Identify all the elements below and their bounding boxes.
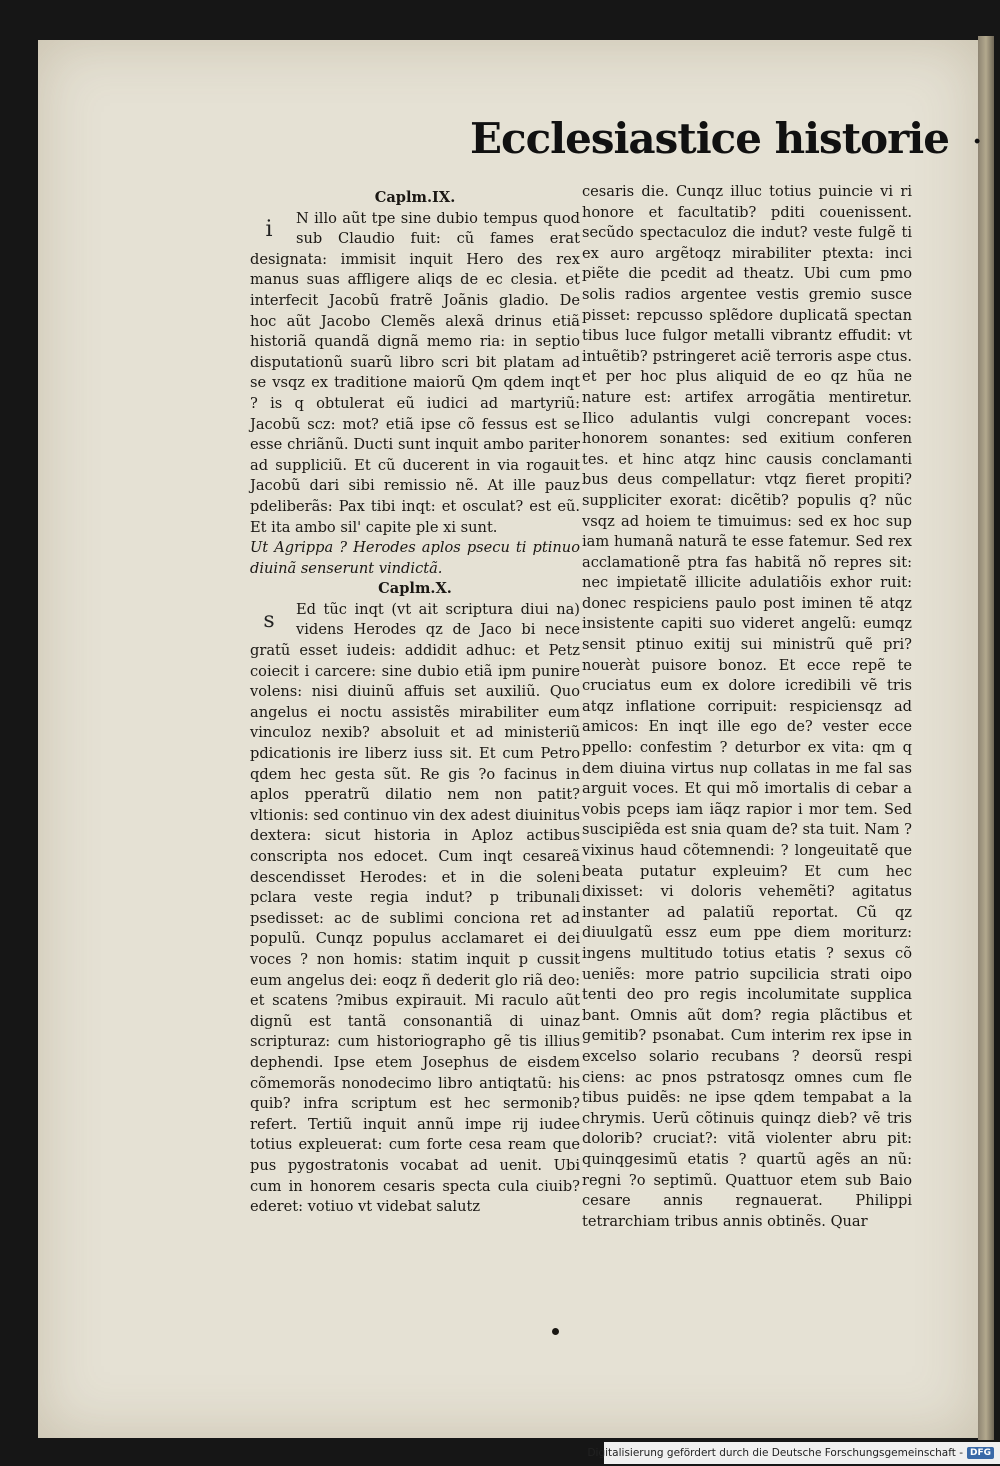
footer-bar [587, 1442, 1000, 1464]
dfg-logo-icon: DFG [967, 1447, 994, 1459]
right-text-column [582, 182, 912, 1232]
running-head-dot: · [972, 127, 981, 157]
dropcap-i: i [265, 216, 273, 242]
footer-funding-text: Digitalisierung gefördert durch die Deutsche Forschungsgemeinschaft - [587, 1447, 963, 1459]
ink-dot-mark [552, 1328, 559, 1335]
running-head-text: Ecclesiastice historie [470, 114, 949, 163]
running-head [470, 114, 981, 168]
left-text-column [250, 188, 580, 1218]
page-edge [978, 36, 994, 1440]
chapter-heading-x: Caplm.X. [378, 580, 452, 598]
paragraph-continued: cesaris die. Cunqz illuc totius puincie vi ri honore et facultatib? pditi couenissent. secũdo spectaculoz die indut? veste fulgẽ ti ex auro argẽtoqz mirabiliter ptexta: inci piẽte die pcedit ad theatz. Ubi cum pmo solis radios argentee vestis gremio susce pisset: repcusso splẽdore duplicatã spectan tibus luce fulgor metalli vibrantz effudit: vt intuẽtib? pstringeret aciẽ terroris aspe ctus. et per hoc plus aliquid de eo qz hũa ne nature est: artifex arrogãtia mentiretur. Ilico adulantis vulgi concrepant voces: honorem sonantes: sed exitium conferen tes. et hinc atqz hinc causis conclamanti bus deus compellatur: vtqz fieret propiti? suppliciter exorat: dicẽtib? populis q? nũc vsqz ad hoiem te timuimus: sed ex hoc sup iam humanã naturã te esse fatemur. Sed rex acclamationẽ ptra fas habitã nõ repres sit: nec impietatẽ illicite adulatiõis exhor ruit: donec respiciens paulo post iminen tẽ atqz insistente capiti suo videret angelũ: eumqz sensit ptinuo exitij sui ministrũ quẽ pri? noueràt puisore bonoz. Et ecce repẽ te cruciatus eum ex dolore icredibili vẽ tris atqz inflatione corripuit: respiciensqz ad amicos: En inqt ille ego de? vester ecce ppello: confestim ? deturbor ex vita: qm q dem diuina virtus nup collatas in me fal sas arguit voces. Et qui mõ imortalis di cebar a vobis pceps iam iãqz rapior i mor tem. Sed suscipiẽda est snia quam de? sta tuit. Nam ? vixinus haud cõtemnendi: ? longeuitatẽ que beata putatur expleuim? Et cum hec dixisset: vi doloris vehemẽti? agitatus instanter ad palatiũ reportat. Cũ qz diuulgatũ essz eum ppe diem moriturz: ingens multitudo totius etatis ? sexus cõ ueniẽs: more patrio supcilicia strati oipo tenti deo pro regis incolumitate supplica bant. Omnis aũt dom? regia plãctibus et gemitib? psonabat. Cum interim rex ipse in excelso solario recubans ? deorsũ respi ciens: ac pnos pstratosqz omnes cum fle tibus puidẽs: ne ipse qdem tempabat a la chrymis. Uerũ cõtinuis quinqz dieb? vẽ tris dolorib? cruciat?: vitã violenter abru pit: quinqgesimũ etatis ? quartũ agẽs an nũ: regni ?o septimũ. Quattuor etem sub Baio cesare annis regnauerat. Philippi tetrarchiam tribus annis obtinẽs. Quar [582, 183, 912, 1230]
paragraph-text-1: N illo aũt tpe sine dubio tempus quod sub Claudio fuit: cũ fames erat designata: immisit inquit Hero des rex manus suas affligere aliqs de ec clesia. et interfecit Jacobũ fratrẽ Joãnis gladio. De hoc aũt Jacobo Clemẽs alexã drinus etiã historiã quandã dignã memo ria: in septio disputationũ suarũ libro scri bit platam ad se vsqz ex traditione maiorũ Qm qdem inqt ? is q obtulerat eũ iudici ad martyriũ: Jacobũ scz: mot? etiã ipse cõ fessus est se esse chriãnũ. Ducti sunt inquit ambo pariter ad suppliciũ. Et cũ ducerent in via rogauit Jacobũ dari sibi remissio nẽ. At ille pauz pdeliberãs: Pax tibi inqt: et osculat? est eũ. Et ita ambo sil' capite ple xi sunt. [250, 209, 580, 536]
paragraph-chapter-ix [250, 209, 580, 539]
chapter-rubric-x: Ut Agrippa ? Herodes aplos psecu ti ptinuo diuinã senserunt vindictã. [250, 539, 580, 577]
chapter-heading-ix: Caplm.IX. [374, 189, 456, 206]
paragraph-chapter-x [250, 600, 580, 1218]
paragraph-text-2: Ed tũc inqt (vt ait scriptura diui na) videns Herodes qz de Jaco bi nece gratũ esset iudeis: addidit adhuc: et Petz coiecit i carcere: sine dubio etiã ipm punire volens: nisi diuinũ affuis set auxiliũ. Quo angelus ei noctu assistẽs mirabiliter eum vinculoz nexib? absoluit et ad ministeriũ pdicationis ire liberz iuss sit. Et cum Petro qdem hec gesta sũt. Re gis ?o facinus in aplos pperatrũ dilatio nem non patit? vltionis: sed continuo vin dex adest diuinitus dextera: sicut historia in Aploz actibus conscripta nos edocet. Cum inqt cesareã descendisset Herodes: et in die soleni pclara veste regia indut? p tribunali psedisset: ac de sublimi conciona ret ad populũ. Cunqz populus acclamaret ei dei voces ? non homis: statim inquit p cussit eum angelus dei: eoqz ñ dederit glo riã deo: et scatens ?mibus expirauit. Mi raculo aũt dignũ est tantã consonantiã di uinaz scripturaz: cum historiographo gẽ tis illius dephendi. Ipse etem Josephus de eisdem cõmemorãs nonodecimo libro antiqtatũ: his quib? infra scriptum est hec sermonib? refert. Tertiũ inquit annũ impe rij iudee totius expleuerat: cum forte cesa ream que pus pygostratonis vocabat ad uenit. Ubi cum in honorem cesaris specta cula ciuib? ederet: votiuo vt videbat salutz [250, 600, 580, 1216]
dropcap-s: s [263, 607, 275, 633]
